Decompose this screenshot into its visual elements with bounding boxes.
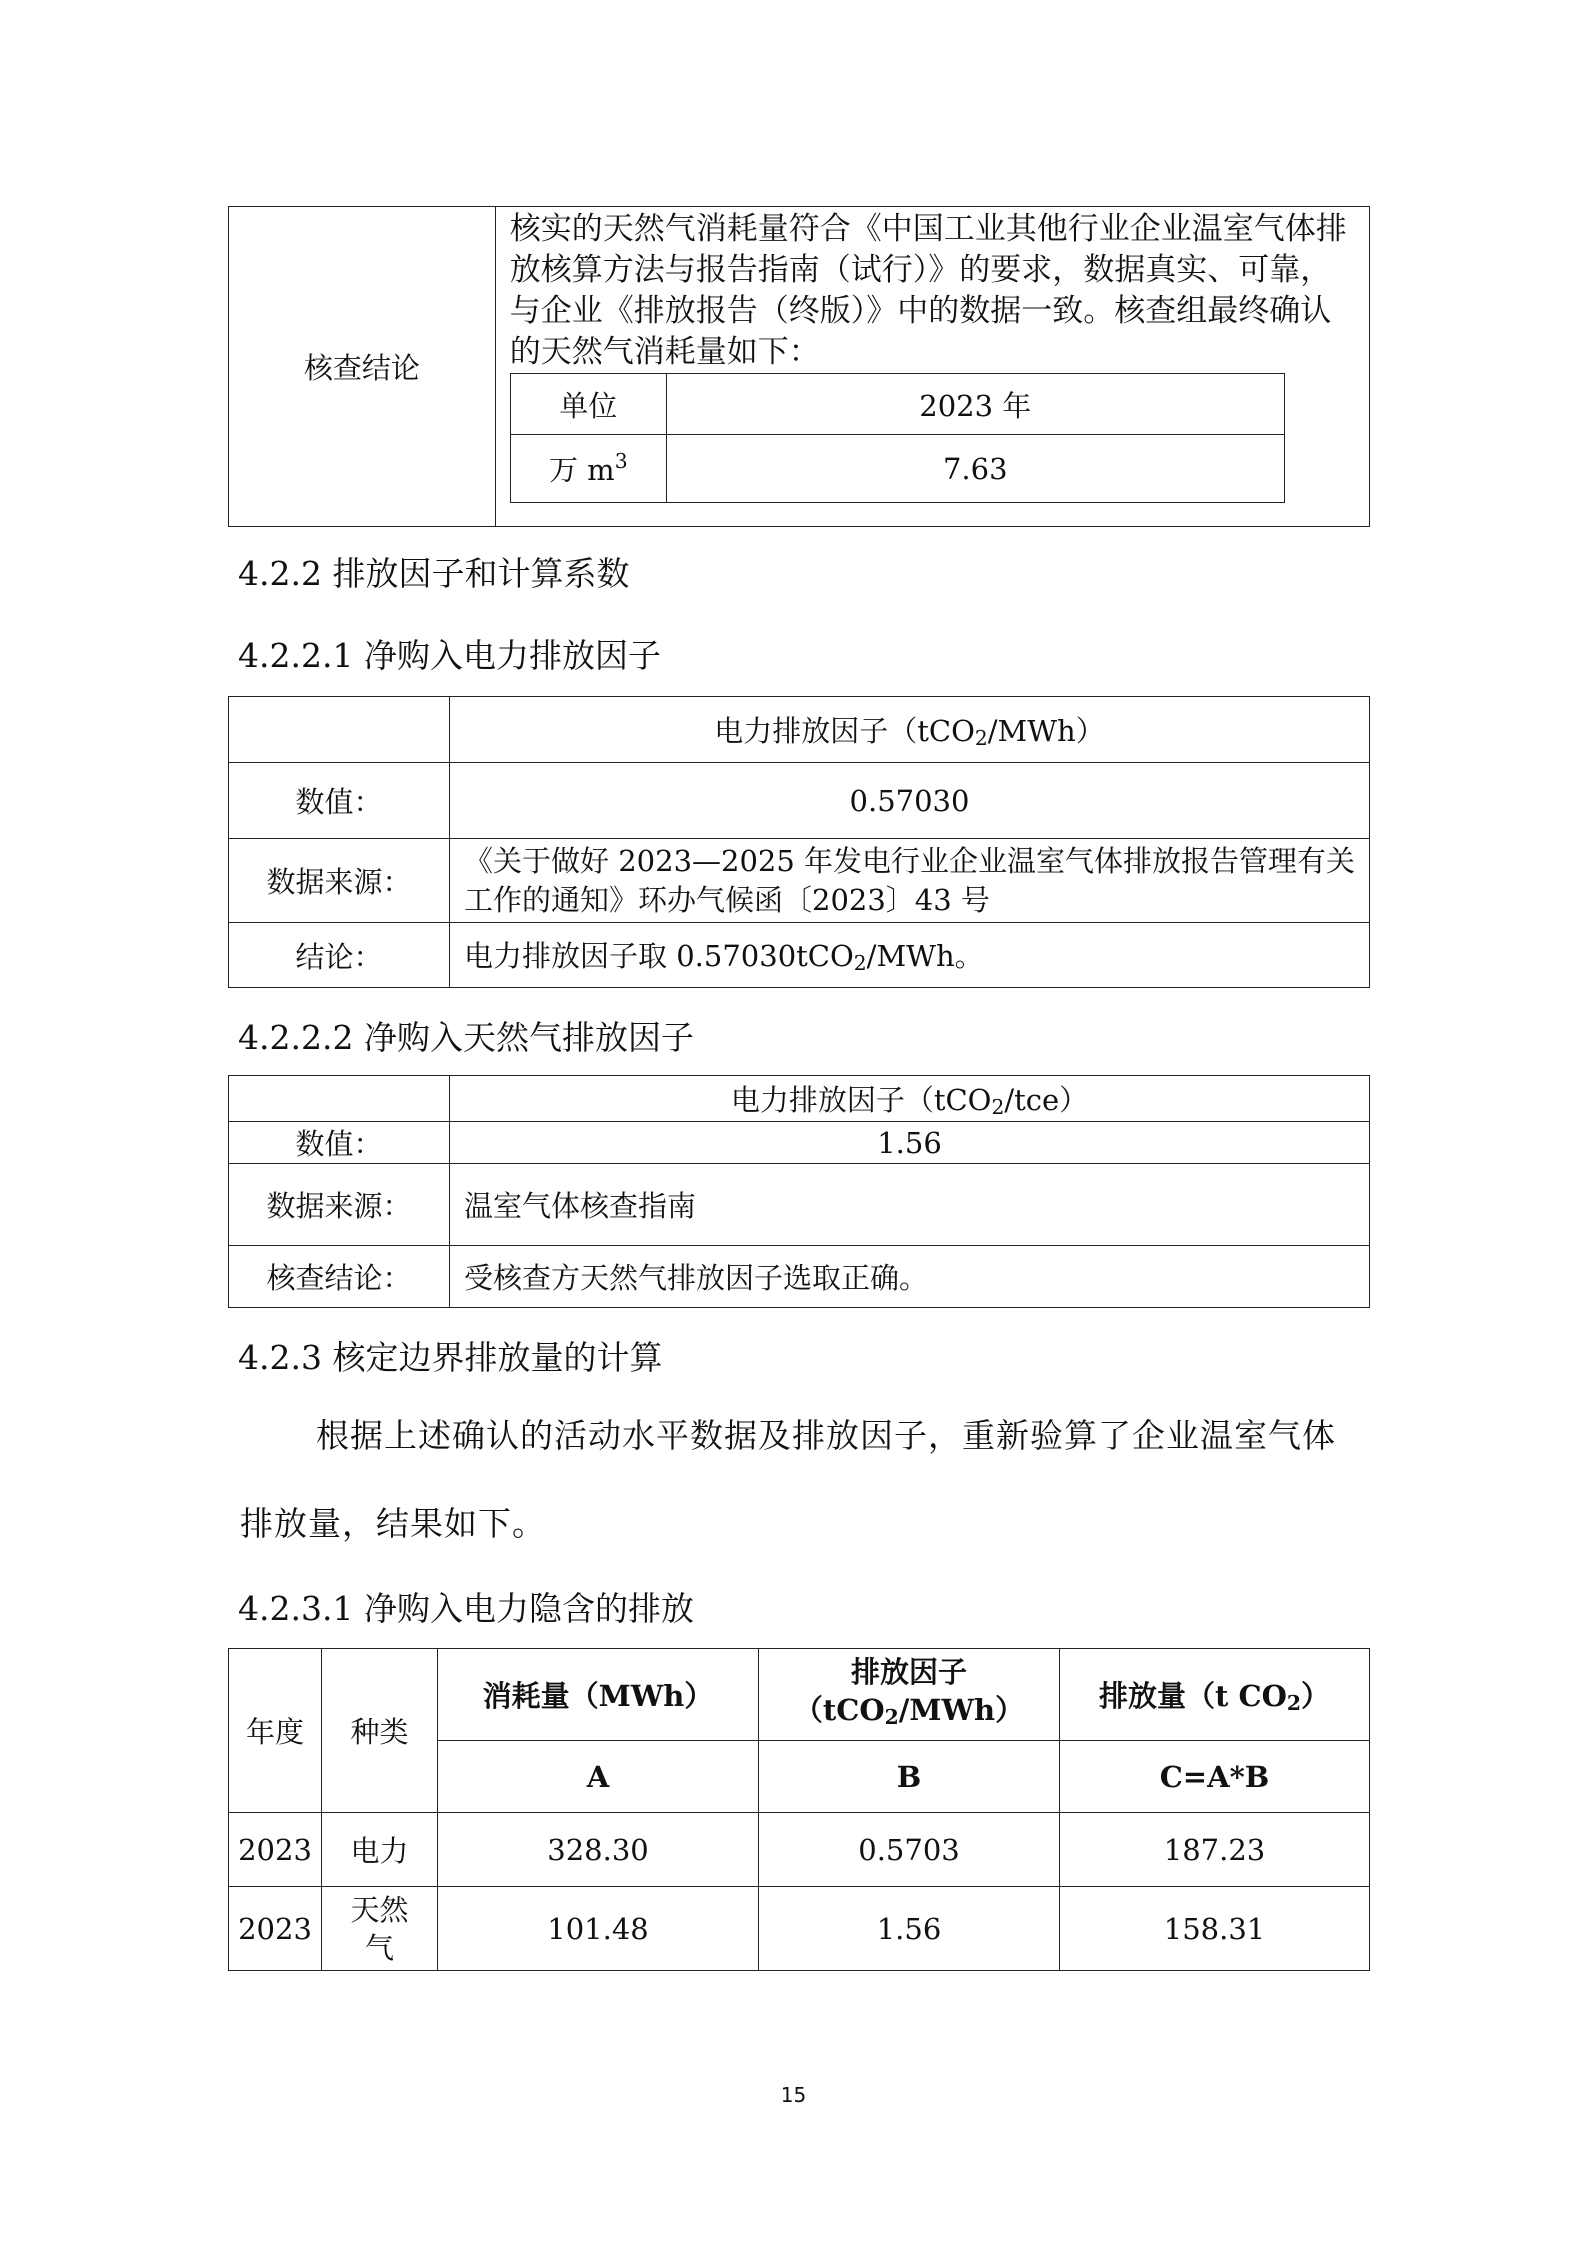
page-number: 15: [780, 2083, 807, 2107]
conclusion-table: [228, 206, 1370, 527]
row-type: 电力: [322, 1813, 438, 1887]
gas-conclusion-label: 核查结论：: [229, 1246, 450, 1308]
emission-table: [228, 1648, 1370, 1971]
section-heading-4-2-2-1: 4.2.2.1 净购入电力排放因子: [238, 636, 661, 675]
row-factor: 1.56: [759, 1887, 1060, 1971]
row-consumption: 101.48: [438, 1887, 759, 1971]
gas-source: 温室气体核查指南: [450, 1164, 1370, 1246]
elec-conclusion-a: 电力排放因子取 0.57030tCO: [464, 939, 854, 974]
row-factor: 0.5703: [759, 1813, 1060, 1887]
col-emission-a: 排放量（t CO: [1099, 1678, 1287, 1713]
col-factor-b1: （tCO: [793, 1692, 885, 1727]
section-heading-4-2-3: 4.2.3 核定边界排放量的计算: [238, 1338, 663, 1377]
sub-header-c: C=A*B: [1060, 1741, 1370, 1813]
section-heading-4-2-2: 4.2.2 排放因子和计算系数: [238, 554, 630, 593]
col-emission-b: ）: [1300, 1678, 1330, 1713]
gas-header-b: /tce）: [1004, 1082, 1089, 1117]
col-consumption-label: 消耗量（MWh）: [482, 1679, 714, 1713]
gas-conclusion: 受核查方天然气排放因子选取正确。: [450, 1246, 1370, 1308]
conclusion-label: 核查结论: [303, 351, 420, 385]
row-emission: 158.31: [1060, 1887, 1370, 1971]
conclusion-label-cell: [229, 207, 496, 527]
table-row: [229, 1887, 1370, 1971]
body-paragraph: 根据上述确认的活动水平数据及排放因子，重新验算了企业温室气体排放量，结果如下。: [240, 1416, 1336, 1543]
conclusion-text: 核实的天然气消耗量符合《中国工业其他行业企业温室气体排放核算方法与报告指南（试行）》的要求，数据真实、可靠，与企业《排放报告（终版）》中的数据一致。核查组最终确认的天然气消耗量如下：: [509, 211, 1347, 370]
elec-conclusion-cell: [450, 923, 1370, 988]
row-consumption: 328.30: [438, 1813, 759, 1887]
gas-header-sub: 2: [991, 1095, 1005, 1120]
elec-header-cell: [450, 697, 1370, 763]
inner-header-year: 2023 年: [666, 374, 1284, 435]
row-type: 天然气: [322, 1887, 438, 1971]
conclusion-content-cell: [495, 207, 1369, 527]
elec-value-label: 数值：: [229, 763, 450, 839]
col-consumption-header: [438, 1649, 759, 1741]
inner-unit: 万 m: [548, 453, 615, 487]
inner-value: 7.63: [666, 435, 1284, 503]
row-year: 2023: [229, 1813, 322, 1887]
col-emission-sub: 2: [1286, 1691, 1301, 1716]
col-factor-sub: 2: [884, 1705, 899, 1730]
elec-conclusion-sub: 2: [853, 951, 867, 976]
gas-header-cell: [450, 1076, 1370, 1122]
sub-header-a: A: [438, 1741, 759, 1813]
gas-source-label: 数据来源：: [229, 1164, 450, 1246]
gas-header-a: 电力排放因子（tCO: [730, 1082, 992, 1117]
col-year-header: 年度: [229, 1649, 322, 1813]
section-heading-4-2-3-1: 4.2.3.1 净购入电力隐含的排放: [238, 1589, 694, 1628]
gas-header-blank: [229, 1076, 450, 1122]
elec-header-sub: 2: [974, 726, 988, 751]
col-factor-header: [759, 1649, 1060, 1741]
table-row: [229, 1813, 1370, 1887]
elec-value: 0.57030: [450, 763, 1370, 839]
col-emission-header: [1060, 1649, 1370, 1741]
consumption-inner-table: [510, 373, 1285, 503]
elec-header-a: 电力排放因子（tCO: [714, 713, 975, 748]
col-factor-a: 排放因子: [850, 1654, 967, 1689]
gas-factor-table: [228, 1075, 1370, 1308]
elec-source-label: 数据来源：: [229, 839, 450, 923]
sub-header-b: B: [759, 1741, 1060, 1813]
col-factor-b2: /MWh）: [898, 1692, 1025, 1727]
col-type-header: 种类: [322, 1649, 438, 1813]
elec-header-blank: [229, 697, 450, 763]
electricity-factor-table: [228, 696, 1370, 988]
gas-value-label: 数值：: [229, 1122, 450, 1164]
row-emission: 187.23: [1060, 1813, 1370, 1887]
gas-value: 1.56: [450, 1122, 1370, 1164]
inner-unit-cell: [510, 435, 666, 503]
elec-conclusion-b: /MWh。: [866, 939, 984, 974]
elec-source: 《关于做好 2023—2025 年发电行业企业温室气体排放报告管理有关工作的通知》环办气候函〔2023〕43 号: [450, 839, 1370, 923]
section-heading-4-2-2-2: 4.2.2.2 净购入天然气排放因子: [238, 1018, 694, 1057]
elec-conclusion-label: 结论：: [229, 923, 450, 988]
elec-header-b: /MWh）: [987, 713, 1105, 748]
row-year: 2023: [229, 1887, 322, 1971]
inner-header-unit: 单位: [510, 374, 666, 435]
inner-unit-sup: 3: [614, 448, 628, 473]
